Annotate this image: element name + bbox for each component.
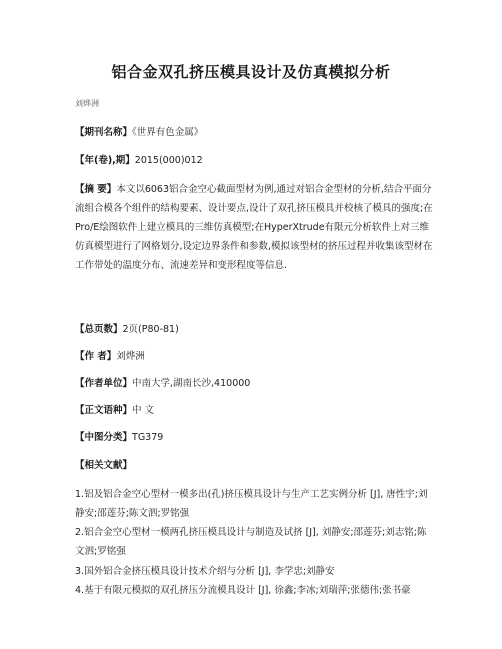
document-title: 铝合金双孔挤压模具设计及仿真模拟分析 — [111, 63, 391, 81]
field-classification — [75, 428, 435, 447]
field-label: 【作者单位】 — [75, 378, 133, 389]
reference-item: 4.基于有限元模拟的双孔挤压分流模具设计 [J], 徐鑫;李冰;刘瑞萍;张德伟;张书豪 — [75, 585, 411, 596]
field-value: 本文以6063铝合金空心截面型材为例,通过对铝合金型材的分析,结合平面分流组合模各个组件的结构要素、设计要点,设计了双孔挤压模具并校核了模具的强度;在Pro/E绘图软件上建立模具的三维仿真模型;在HyperXtrude有限元分析软件上对三维仿真模型进行了网格划分,设定边界条件和参数,模拟该型材的挤压过程并收集该型材在工作带处的温度分布、流速差异和变形程度等信息. — [75, 184, 433, 271]
field-label: 【作 者】 — [75, 351, 117, 362]
field-label: 【相关文献】 — [75, 460, 133, 471]
reference-item: 2.铝合金空心型材一模两孔挤压模具设计与制造及试挤 [J], 刘静安;邵莲芬;刘志铭;陈文泗;罗铭强 — [75, 527, 427, 557]
field-label: 【正文语种】 — [75, 405, 133, 416]
field-author — [75, 347, 435, 366]
field-language — [75, 401, 435, 420]
field-affiliation — [75, 374, 435, 393]
field-journal — [75, 123, 435, 142]
field-page-count — [75, 320, 435, 339]
field-related-literature — [75, 456, 435, 475]
field-value: 《世界有色金属》 — [132, 127, 204, 138]
reference-item: 1.铝及铝合金空心型材一模多出(孔)挤压模具设计与生产工艺实例分析 [J], 唐性宇;刘静安;邵莲芬;陈文泗;罗铭强 — [75, 489, 428, 519]
field-value: 2015(000)012 — [134, 155, 203, 166]
field-year-issue — [75, 151, 435, 170]
field-label: 【摘 要】 — [75, 184, 117, 195]
field-value: 2页(P80-81) — [122, 324, 179, 335]
author-header: 刘烨洲 — [75, 99, 99, 108]
field-label: 【中图分类】 — [75, 432, 133, 443]
field-label: 【期刊名称】 — [75, 127, 133, 138]
field-abstract — [75, 180, 435, 275]
field-value: TG379 — [132, 432, 164, 443]
field-value: 中南大学,湖南长沙,410000 — [132, 378, 251, 389]
field-label: 【总页数】 — [75, 324, 123, 335]
reference-item: 3.国外铝合金挤压模具设计技术介绍与分析 [J], 李学忠;刘静安 — [75, 566, 335, 577]
field-label: 【年(卷),期】 — [75, 155, 135, 166]
field-value: 中 文 — [132, 405, 155, 416]
field-value: 刘烨洲 — [116, 351, 145, 362]
